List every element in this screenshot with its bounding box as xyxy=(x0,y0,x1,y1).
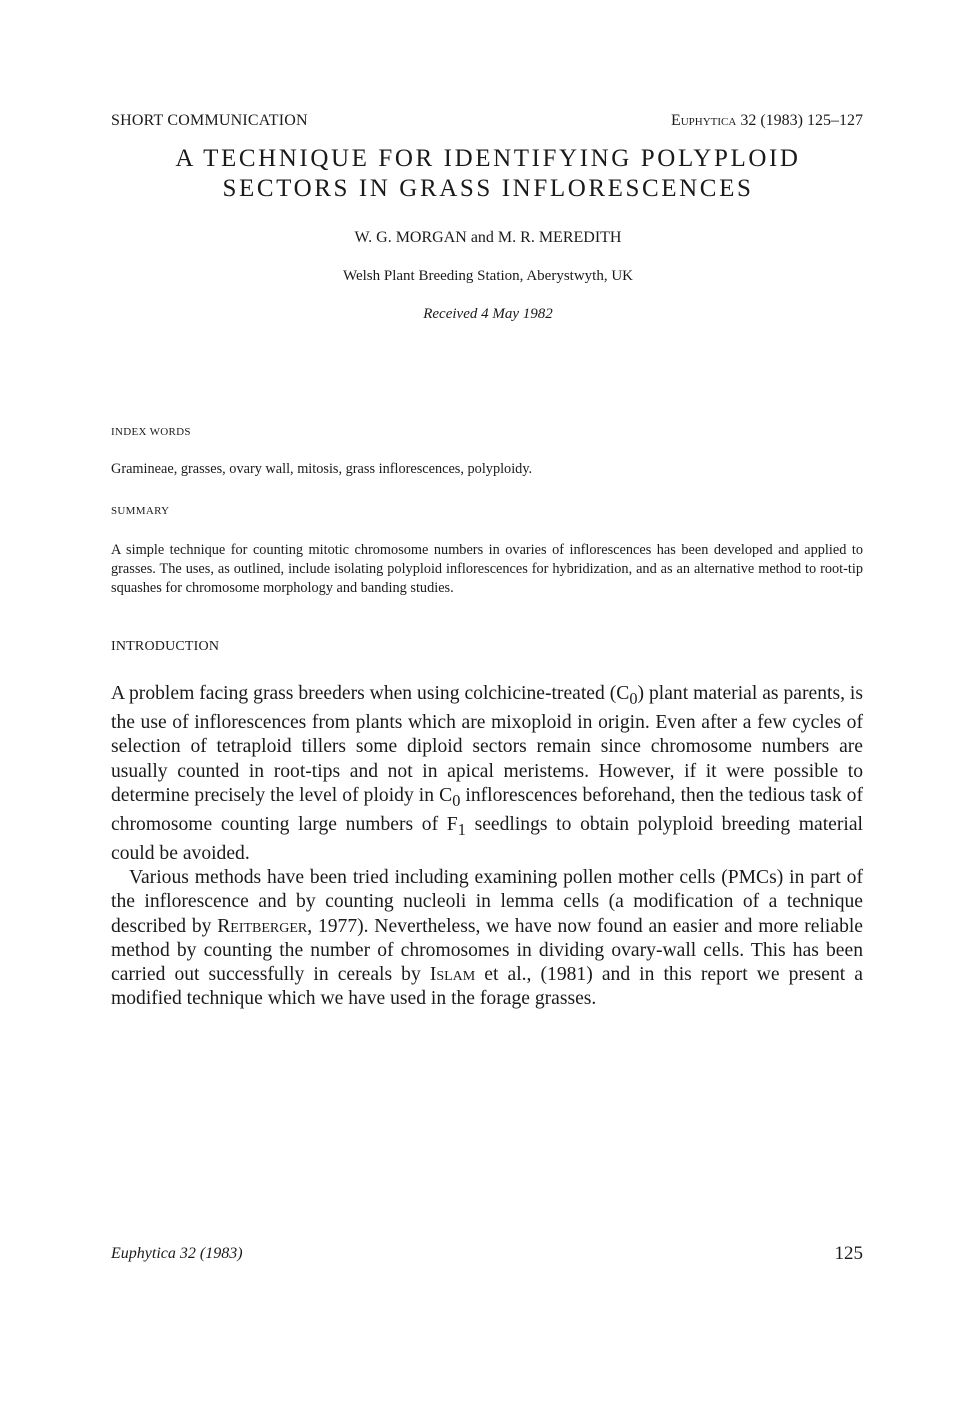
article-title xyxy=(0,144,976,204)
index-words-text: Gramineae, grasses, ovary wall, mitosis, grass inflorescences, polyploidy. xyxy=(111,461,533,477)
running-head-right xyxy=(671,112,863,130)
footer-journal: Euphytica 32 (1983) xyxy=(111,1245,243,1262)
summary-text: A simple technique for counting mitotic chromosome numbers in ovaries of inflorescences has been developed and applied to grasses. The uses, as outlined, include isolating polyploid inflorescences for hybridization, and as an alternative method to root-tip squashes for chromosome morphology and banding studies. xyxy=(111,542,863,596)
summary-heading: SUMMARY xyxy=(111,505,170,517)
subscript: 1 xyxy=(457,819,466,839)
authors: W. G. MORGAN and M. R. MEREDITH xyxy=(354,229,622,246)
page-number: 125 xyxy=(834,1243,863,1264)
citation-reitberger: Reitberger xyxy=(217,915,308,937)
affiliation: Welsh Plant Breeding Station, Aberystwyth, UK xyxy=(342,268,634,284)
introduction-heading: INTRODUCTION xyxy=(111,639,220,654)
title-line-2: SECTORS IN GRASS INFLORESCENCES xyxy=(222,175,754,202)
journal-name: Euphytica xyxy=(670,112,737,129)
title-line-1: A TECHNIQUE FOR IDENTIFYING POLYPLOID xyxy=(175,145,801,172)
journal-citation: 32 (1983) 125–127 xyxy=(740,112,863,129)
introduction-paragraph-1: A problem facing grass breeders when using colchicine-treated $(C_0)$ plant material as parents, is the use of inflorescences from plants which are mixoploid in origin. Even after a few cycles of selection of tetraploid tillers some diploid sectors remain since chromosome numbers are usually counted in root-tips and not in apical meristems. However, if it were possible to determine precisely the level of ploidy in $C_0$ inflorescences beforehand, then the tedious task of chromosome counting large numbers of $F_1$ seedlings to obtain polyploid breeding material could be avoided. xyxy=(111,683,863,864)
introduction-body xyxy=(111,682,863,1011)
received-date: Received 4 May 1982 xyxy=(423,306,553,322)
citation-islam: Islam xyxy=(429,963,476,985)
subscript: 0 xyxy=(452,790,461,810)
subscript: 0 xyxy=(629,688,638,708)
running-head-left: SHORT COMMUNICATION xyxy=(111,112,308,129)
introduction-paragraph-2: Various methods have been tried including examining pollen mother cells (PMCs) in part of the inflorescence and by counting nucleoli in lemma cells (a modification of a technique described by Reitberger, 1977). Nevertheless, we have now found an easier and more reliable method by counting the number of chromosomes in dividing ovary-wall cells. This has been carried out successfully in cereals by Islam et al., (1981) and in this report we present a modified technique which we have used in the forage grasses. xyxy=(111,867,864,1010)
index-words-heading: INDEX WORDS xyxy=(111,426,191,438)
